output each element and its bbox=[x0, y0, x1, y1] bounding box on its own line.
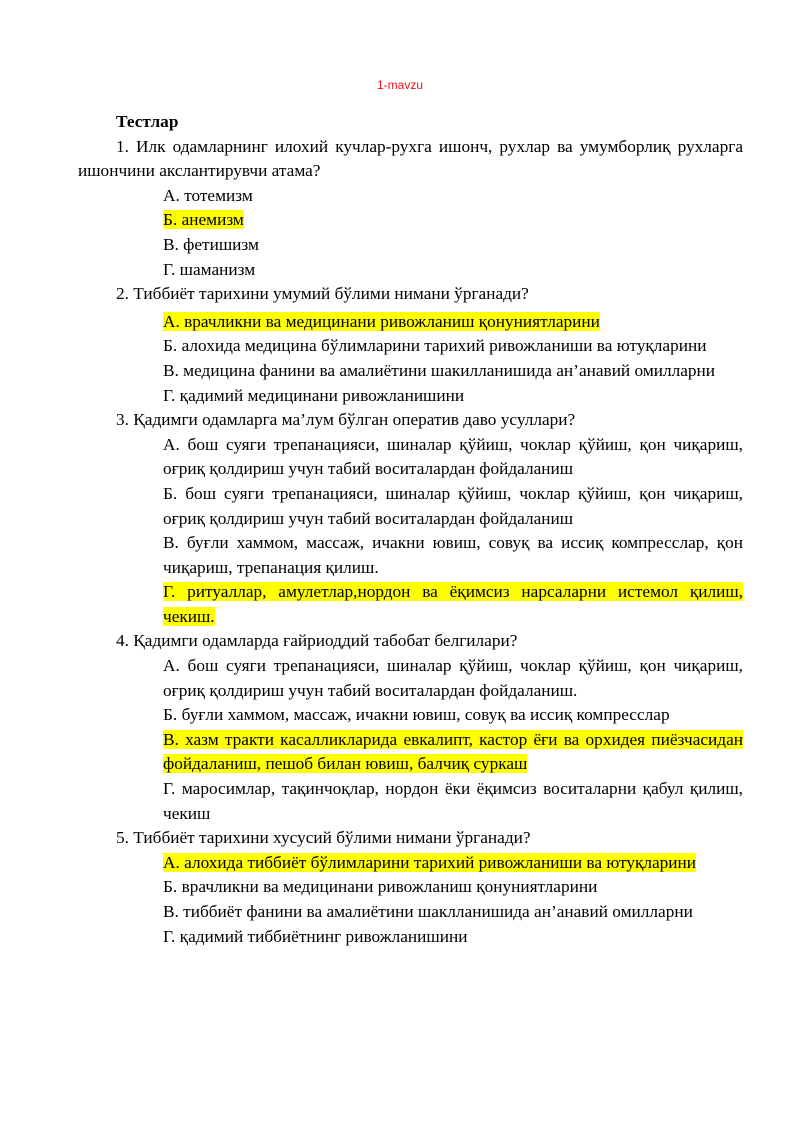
question-5: 5. Тиббиёт тарихини хусусий бўлими нимани ўрганади? bbox=[116, 828, 531, 848]
option-3-a: А. бош суяги трепанацияси, шиналар қўйиш, чоклар қўйиш, қон чиқариш, оғриқ қолдириш учун табий воситалардан фойдаланиш bbox=[163, 434, 743, 479]
option-2-c: В. медицина фанини ва амалиётини шакилланишида ан’анавий омилларни bbox=[163, 360, 716, 380]
option-1-a: А. тотемизм bbox=[163, 185, 253, 205]
option-3-b: Б. бош суяги трепанацияси, шиналар қўйиш, чоклар қўйиш, қон чиқариш, оғриқ қолдириш учун табий воситалардан фойдаланиш bbox=[163, 483, 743, 528]
option-5-c: В. тиббиёт фанини ва амалиётини шаклланишида ан’анавий омилларни bbox=[163, 902, 693, 921]
page-header: 1-mavzu bbox=[376, 78, 423, 92]
option-4-d: Г. маросимлар, тақинчоқлар, нордон ёки ёқимсиз воситаларни қабул қилиш, чекиш bbox=[163, 779, 743, 823]
option-3-d: Г. ритуаллар, амулетлар,нордон ва ёқимсиз нарсаларни истемол қилиш, чекиш. bbox=[163, 582, 743, 626]
option-4-c: В. хазм тракти касалликларида евкалипт, кастор ёғи ва орхидея пиёзчасидан фойдаланиш, пешоб билан ювиш, балчиқ суркаш bbox=[163, 729, 743, 774]
option-1-b: Б. анемизм bbox=[163, 210, 244, 230]
option-5-b: Б. врачликни ва медицинани ривожланиш қонуниятларини bbox=[163, 877, 598, 897]
question-1: 1. Илк одамларнинг илохий кучлар-рухга ишонч, рухлар ва умумборлиқ рухларга ишончини акслантирувчи атама? bbox=[78, 136, 743, 181]
question-4-options bbox=[78, 654, 743, 826]
option-2-d: Г. қадимий медицинани ривожланишини bbox=[163, 385, 465, 405]
question-1-options bbox=[78, 184, 743, 282]
section-title: Тестлар bbox=[116, 112, 179, 131]
option-2-a: А. врачликни ва медицинани ривожланиш қонуниятларини bbox=[163, 311, 600, 331]
option-5-d: Г. қадимий тиббиётнинг ривожланишини bbox=[163, 926, 468, 946]
option-4-a: А. бош суяги трепанацияси, шиналар қўйиш, чоклар қўйиш, қон чиқариш, оғриқ қолдириш учун табий воситалардан фойдаланиш. bbox=[163, 656, 743, 700]
question-4: 4. Қадимги одамларда ғайриоддий табобат белгилари? bbox=[116, 631, 518, 651]
option-1-c: В. фетишизм bbox=[163, 234, 259, 254]
document-body bbox=[78, 110, 743, 949]
question-2: 2. Тиббиёт тарихини умумий бўлими нимани ўрганади? bbox=[116, 284, 529, 304]
option-1-d: Г. шаманизм bbox=[163, 259, 256, 279]
option-2-b: Б. алохида медицина бўлимларини тарихий ривожланиши ва ютуқларини bbox=[163, 336, 707, 356]
question-3-options bbox=[78, 433, 743, 630]
question-3: 3. Қадимги одамларга ма’лум бўлган оператив даво усуллари? bbox=[116, 410, 576, 430]
option-3-c: В. буғли хаммом, массаж, ичакни ювиш, совуқ ва иссиқ компресслар, қон чиқариш, трепанация қилиш. bbox=[163, 533, 743, 577]
option-5-a: А. алохида тиббиёт бўлимларини тарихий ривожланиши ва ютуқларини bbox=[163, 852, 697, 872]
option-4-b: Б. буғли хаммом, массаж, ичакни ювиш, совуқ ва иссиқ компресслар bbox=[163, 705, 670, 725]
question-5-options bbox=[78, 851, 743, 949]
question-2-options bbox=[78, 310, 743, 408]
